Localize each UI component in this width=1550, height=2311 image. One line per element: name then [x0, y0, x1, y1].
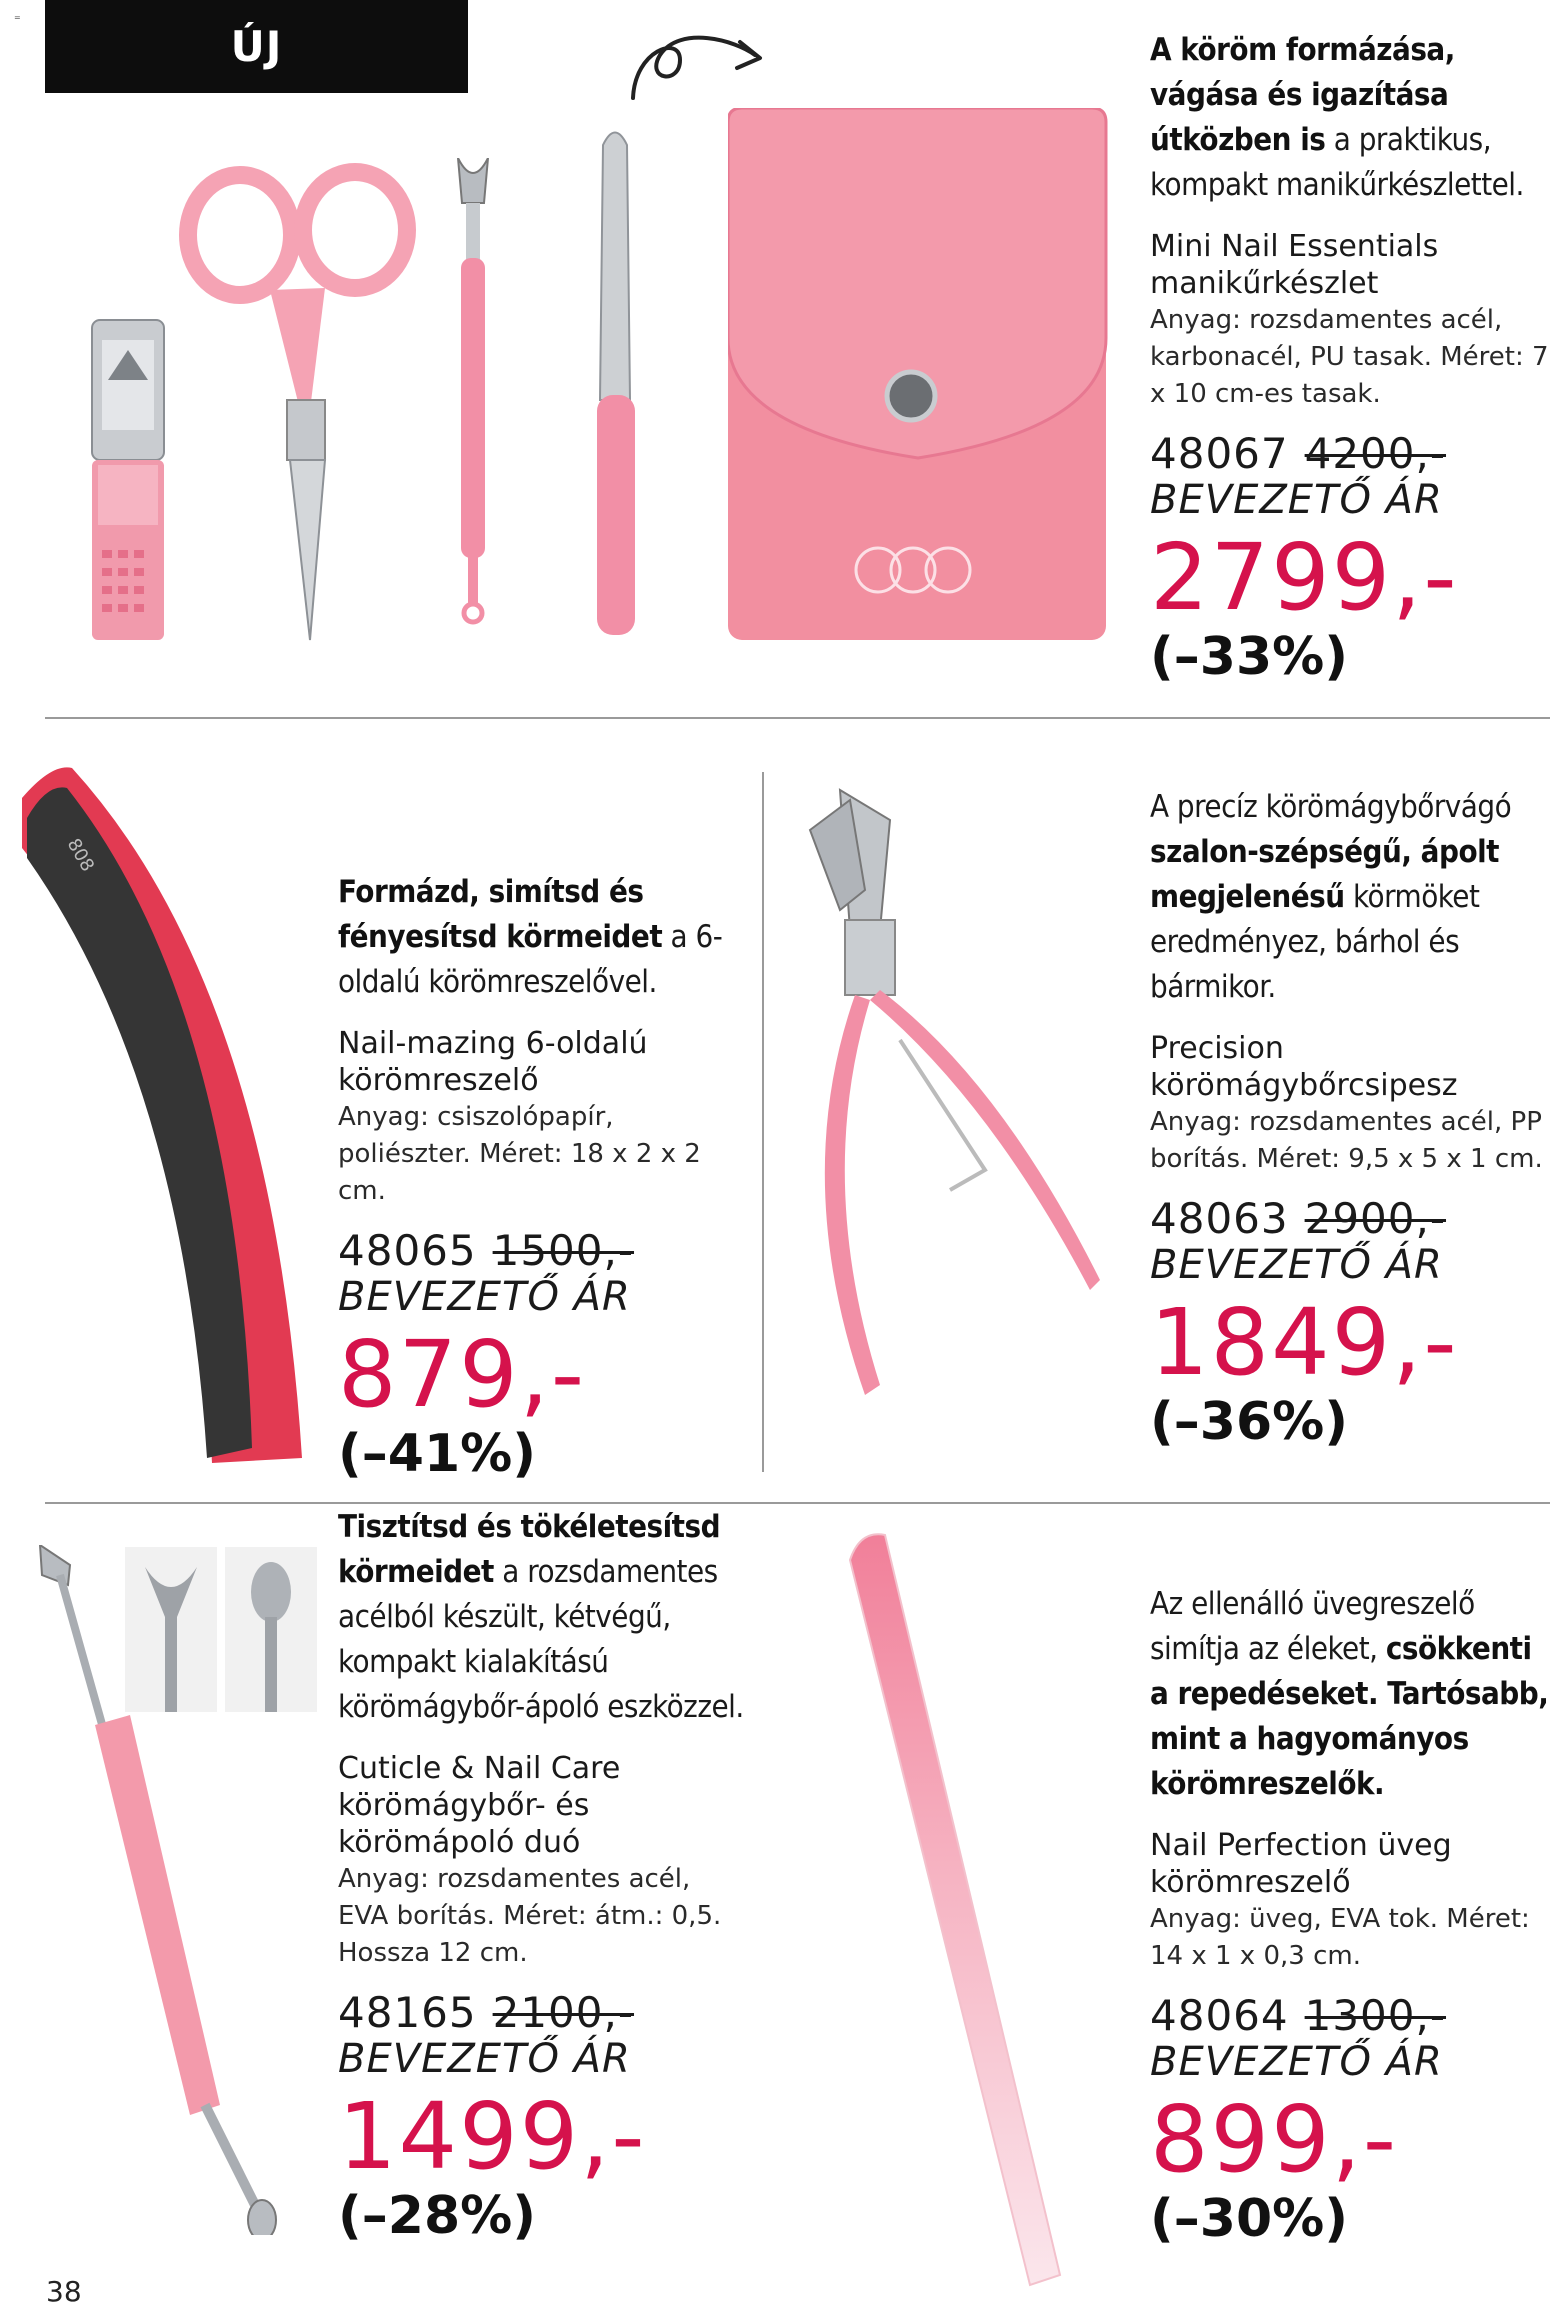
- intro-price-label: BEVEZETŐ ÁR: [1150, 2039, 1443, 2085]
- price: 1849,-: [1150, 1289, 1459, 1396]
- product-cuticle-nipper: [1150, 785, 1550, 1452]
- price: 879,-: [338, 1321, 587, 1428]
- old-price: 1300,-: [1304, 1991, 1447, 2040]
- svg-text:808: 808: [62, 835, 99, 876]
- product-name: Mini Nail Essentials manikűrkészlet: [1150, 229, 1439, 301]
- discount: (–33%): [1150, 627, 1348, 687]
- product-intro: Az ellenálló üvegreszelő simítja az éleket, csökkenti a repedéseket. Tartósabb, mint a hagyományos körömreszelők.: [1150, 1586, 1549, 1802]
- cuticle-nipper-image: [770, 780, 1110, 1400]
- product-intro: A köröm formázása, vágása és igazítása útközben is a praktikus, kompakt manikűrkészlettel.: [1150, 32, 1524, 203]
- metal-file-image: [585, 130, 645, 640]
- intro-price-label: BEVEZETŐ ÁR: [338, 2036, 631, 2082]
- intro-price-label: BEVEZETŐ ÁR: [338, 1274, 631, 1320]
- product-description: Anyag: üveg, EVA tok. Méret: 14 x 1 x 0,3 cm.: [1150, 1904, 1530, 1971]
- product-code: 48165: [338, 1988, 477, 2037]
- product-code-row: [338, 1990, 748, 2036]
- pink-pouch-image: [728, 108, 1108, 643]
- product-name: Cuticle & Nail Care körömágybőr- és körömápoló duó: [338, 1751, 621, 1860]
- new-badge: ÚJ: [45, 0, 468, 93]
- product-intro: A precíz körömágybőrvágó szalon-szépségű, ápolt megjelenésű körmöket eredményez, bárhol és bármikor.: [1150, 789, 1512, 1005]
- product-description: Anyag: csiszolópapír, poliészter. Méret: 18 x 2 x 2 cm.: [338, 1102, 701, 1206]
- scissors-image: [175, 160, 420, 655]
- cuticle-pusher-image: [448, 158, 498, 628]
- product-name: Nail-mazing 6-oldalú körömreszelő: [338, 1026, 648, 1098]
- corner-mark: =: [14, 13, 21, 22]
- price: 899,-: [1150, 2086, 1399, 2193]
- old-price: 2900,-: [1304, 1194, 1447, 1243]
- product-six-sided-file: [338, 870, 748, 1484]
- discount: (–36%): [1150, 1392, 1348, 1452]
- pusher-detail-image: [125, 1547, 217, 1712]
- product-glass-file: [1150, 1582, 1550, 2249]
- product-code-row: [1150, 431, 1550, 477]
- product-intro: Formázd, simítsd és fényesítsd körmeidet a 6-oldalú körömreszelővel.: [338, 874, 723, 1000]
- price: 2799,-: [1150, 524, 1459, 631]
- spoon-detail-image: [225, 1547, 317, 1712]
- product-code-row: [338, 1228, 748, 1274]
- product-name: Precision körömágybőrcsipesz: [1150, 1031, 1458, 1103]
- product-name: Nail Perfection üveg körömreszelő: [1150, 1828, 1452, 1900]
- intro-price-label: BEVEZETŐ ÁR: [1150, 1242, 1443, 1288]
- old-price: 4200,-: [1304, 429, 1447, 478]
- divider-vertical: [762, 772, 764, 1472]
- nail-clipper-image: [88, 310, 168, 645]
- product-code: 48067: [1150, 429, 1289, 478]
- product-code: 48063: [1150, 1194, 1289, 1243]
- discount: (–30%): [1150, 2189, 1348, 2249]
- page-number: 38: [46, 2275, 82, 2308]
- product-code-row: [1150, 1196, 1550, 1242]
- product-cuticle-duo: [338, 1505, 748, 2246]
- arrow-doodle-icon: [625, 30, 770, 105]
- six-sided-file-image: [12, 758, 312, 1473]
- product-description: Anyag: rozsdamentes acél, karbonacél, PU tasak. Méret: 7 x 10 cm-es tasak.: [1150, 305, 1549, 409]
- product-code-row: [1150, 1993, 1550, 2039]
- glass-file-image: [840, 1530, 1070, 2290]
- product-intro: Tisztítsd és tökéletesítsd körmeidet a rozsdamentes acélból készült, kétvégű, kompakt kialakítású körömágybőr-ápoló eszközzel.: [338, 1509, 744, 1725]
- old-price: 2100,-: [492, 1988, 635, 2037]
- divider-middle: [45, 1502, 1550, 1504]
- old-price: 1500,-: [492, 1226, 635, 1275]
- discount: (–41%): [338, 1424, 536, 1484]
- product-code: 48065: [338, 1226, 477, 1275]
- intro-price-label: BEVEZETŐ ÁR: [1150, 477, 1443, 523]
- snap-button-icon: [887, 372, 935, 420]
- product-manicure-set: [1150, 28, 1550, 687]
- price: 1499,-: [338, 2083, 647, 2190]
- discount: (–28%): [338, 2186, 536, 2246]
- product-description: Anyag: rozsdamentes acél, PP borítás. Méret: 9,5 x 5 x 1 cm.: [1150, 1107, 1543, 1174]
- divider-top: [45, 717, 1550, 719]
- product-code: 48064: [1150, 1991, 1289, 2040]
- product-description: Anyag: rozsdamentes acél, EVA borítás. Méret: átm.: 0,5. Hossza 12 cm.: [338, 1864, 722, 1968]
